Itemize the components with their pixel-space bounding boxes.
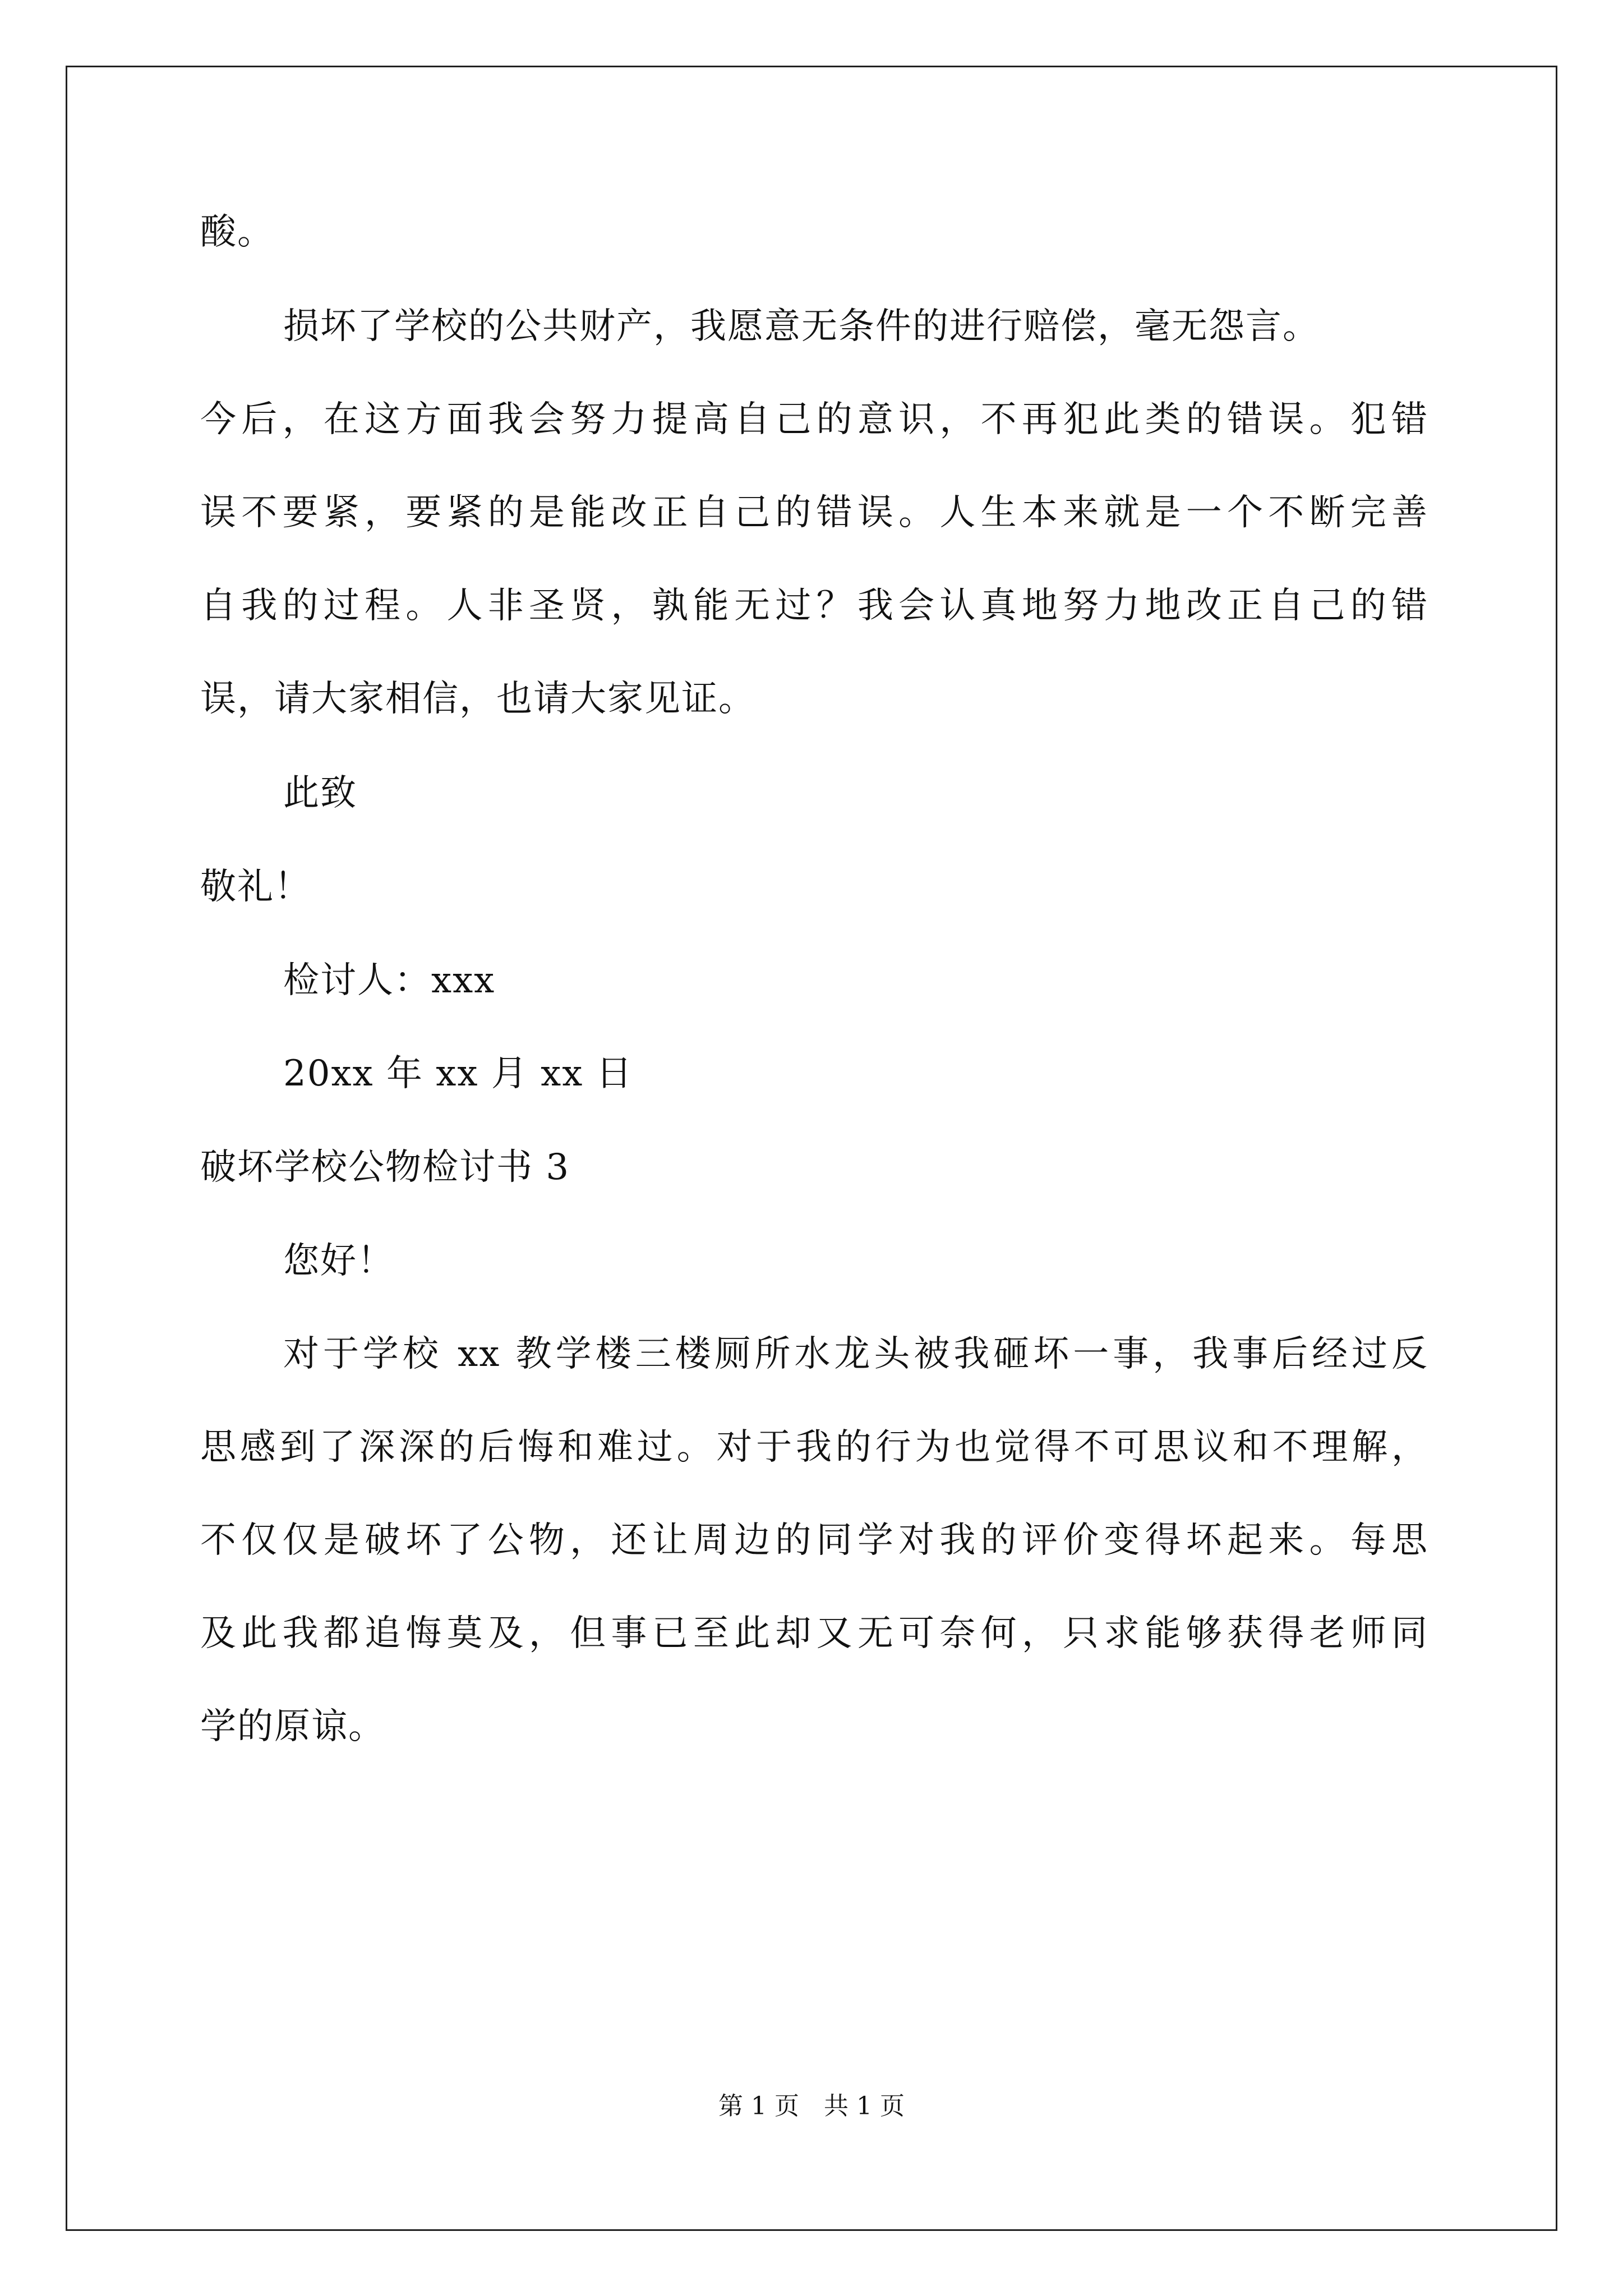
text-line: 误不要紧，要紧的是能改正自己的错误。人生本来就是一个不断完善 xyxy=(200,492,1428,533)
text-line: 思感到了深深的后悔和难过。对于我的行为也觉得不可思议和不理解， xyxy=(200,1427,1428,1468)
text-line: 自我的过程。人非圣贤，孰能无过？我会认真地努力地改正自己的错 xyxy=(200,585,1428,627)
text-line: 20xx 年 xx 月 xx 日 xyxy=(283,1053,633,1094)
text-line: 检讨人：xxx xyxy=(283,960,496,1001)
text-line: 学的原谅。 xyxy=(200,1706,385,1747)
text-line: 此致 xyxy=(283,772,357,814)
text-line: 及此我都追悔莫及，但事已至此却又无可奈何，只求能够获得老师同 xyxy=(200,1613,1428,1654)
text-line: 酸。 xyxy=(200,211,274,253)
text-line: 损坏了学校的公共财产，我愿意无条件的进行赔偿，毫无怨言。 xyxy=(283,306,1320,347)
text-line: 对于学校 xx 教学楼三楼厕所水龙头被我砸坏一事，我事后经过反 xyxy=(283,1333,1428,1375)
page-number: 第 1 页 共 1 页 xyxy=(718,2092,905,2120)
section-title: 破坏学校公物检讨书 3 xyxy=(200,1147,570,1188)
text-line: 不仅仅是破坏了公物，还让周边的同学对我的评价变得坏起来。每思 xyxy=(200,1520,1428,1561)
text-line: 您好！ xyxy=(283,1240,394,1282)
text-line: 敬礼！ xyxy=(200,866,311,908)
text-line: 误，请大家相信，也请大家见证。 xyxy=(200,678,755,720)
text-line: 今后，在这方面我会努力提高自己的意识，不再犯此类的错误。犯错 xyxy=(200,399,1428,440)
